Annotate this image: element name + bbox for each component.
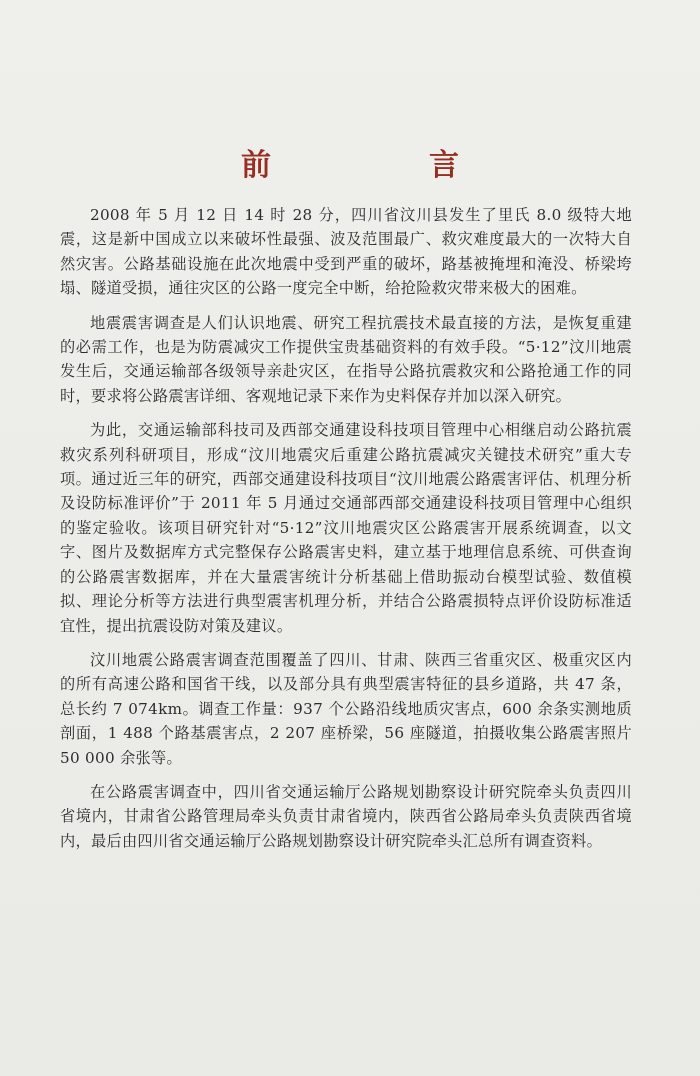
paragraph: 汶川地震公路震害调查范围覆盖了四川、甘肃、陕西三省重灾区、极重灾区内的所有高速公路和国省干线，以及部分具有典型震害特征的县乡道路，共 47 条，总长约 7 074km。调查工作量：937 个公路沿线地质灾害点，600 余条实测地质剖面，1 488 个路基震害点，2 207 座桥梁，56 座隧道，拍摄收集公路震害照片 50 000 余张等。	[60, 650, 632, 767]
page-title: 前 言	[241, 148, 523, 183]
paragraph: 2008 年 5 月 12 日 14 时 28 分，四川省汶川县发生了里氏 8.0 级特大地震，这是新中国成立以来破坏性最强、波及范围最广、救灾难度最大的一次特大自然灾害。公路基础设施在此次地震中受到严重的破坏，路基被掩埋和淹没、桥梁垮塌、隧道受损，通往灾区的公路一度完全中断，给抢险救灾带来极大的困难。	[60, 206, 632, 298]
paragraph: 为此，交通运输部科技司及西部交通建设科技项目管理中心相继启动公路抗震救灾系列科研项目，形成“汶川地震灾后重建公路抗震减灾关键技术研究”重大专项。通过近三年的研究，西部交通建设科技项目“汶川地震公路震害评估、机理分析及设防标准评价”于 2011 年 5 月通过交通部西部交通建设科技项目管理中心组织的鉴定验收。该项目研究针对“5·12”汶川地震灾区公路震害开展系统调查，以文字、图片及数据库方式完整保存公路震害史料，建立基于地理信息系统、可供查询的公路震害数据库，并在大量震害统计分析基础上借助振动台模型试验、数值模拟、理论分析等方法进行典型震害机理分析，并结合公路震损特点评价设防标准适宜性，提出抗震设防对策及建议。	[60, 421, 632, 635]
paragraph: 在公路震害调查中，四川省交通运输厅公路规划勘察设计研究院牵头负责四川省境内，甘肃省公路管理局牵头负责甘肃省境内，陕西省公路局牵头负责陕西省境内，最后由四川省交通运输厅公路规划勘察设计研究院牵头汇总所有调查资料。	[60, 782, 632, 850]
body-text	[60, 203, 632, 863]
paragraph: 地震震害调查是人们认识地震、研究工程抗震技术最直接的方法，是恢复重建的必需工作，也是为防震减灾工作提供宝贵基础资料的有效手段。“5·12”汶川地震发生后，交通运输部各级领导亲赴灾区，在指导公路抗震救灾和公路抢通工作的同时，要求将公路震害详细、客观地记录下来作为史料保存并加以深入研究。	[60, 313, 632, 405]
